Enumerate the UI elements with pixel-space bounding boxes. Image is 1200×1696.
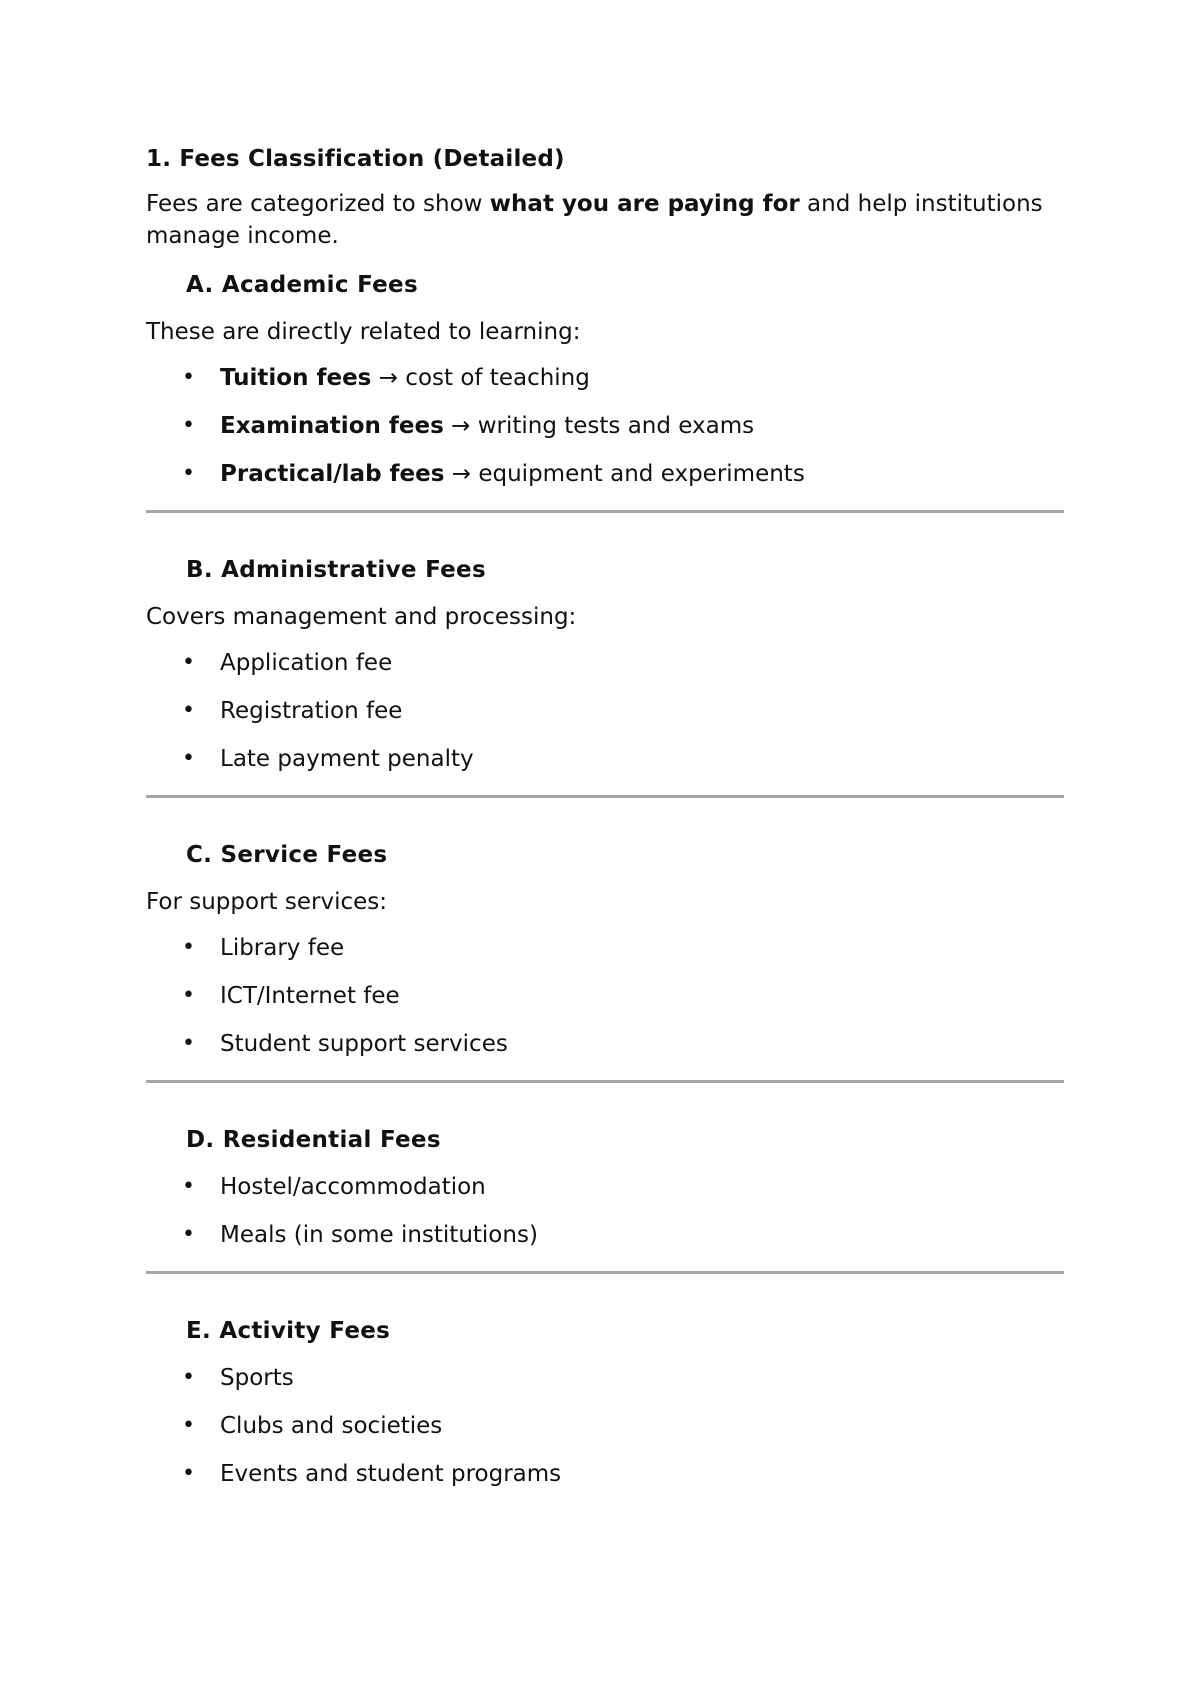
bullet-icon: • xyxy=(182,650,195,675)
list-item xyxy=(146,1458,1064,1490)
section-heading: B. Administrative Fees xyxy=(186,557,486,583)
fee-item-text: Hostel/accommodation xyxy=(220,1174,486,1200)
horizontal-divider xyxy=(146,795,1064,798)
section-heading: D. Residential Fees xyxy=(186,1127,441,1153)
fee-description: cost of teaching xyxy=(405,365,590,391)
list-item xyxy=(146,362,1064,394)
fee-item-text: Registration fee xyxy=(220,698,403,724)
bullet-icon: • xyxy=(182,365,195,390)
arrow-icon: → xyxy=(444,461,479,487)
intro-text-start: Fees are categorized to show xyxy=(146,191,490,217)
list-item xyxy=(146,647,1064,679)
arrow-icon: → xyxy=(371,365,406,391)
fee-list xyxy=(146,647,1064,775)
intro-emphasis: what you are paying for xyxy=(489,191,800,217)
list-item xyxy=(146,1410,1064,1442)
bullet-icon: • xyxy=(182,983,195,1008)
section-heading: C. Service Fees xyxy=(186,842,388,868)
section-heading: A. Academic Fees xyxy=(186,272,418,298)
list-item xyxy=(146,458,1064,490)
section-description: These are directly related to learning: xyxy=(146,319,581,345)
section-description: Covers management and processing: xyxy=(146,604,577,630)
fee-item-text: Events and student programs xyxy=(220,1461,562,1487)
bullet-icon: • xyxy=(182,461,195,486)
fee-term: Tuition fees xyxy=(220,365,372,391)
list-item xyxy=(146,1362,1064,1394)
intro-paragraph xyxy=(146,188,1064,252)
horizontal-divider xyxy=(146,510,1064,513)
fee-list xyxy=(146,1171,1064,1251)
list-item xyxy=(146,743,1064,775)
fee-list xyxy=(146,932,1064,1060)
fee-item-text: Late payment penalty xyxy=(220,746,474,772)
section-heading: E. Activity Fees xyxy=(186,1318,391,1344)
fee-item-text: ICT/Internet fee xyxy=(220,983,400,1009)
list-item xyxy=(146,1171,1064,1203)
bullet-icon: • xyxy=(182,1365,195,1390)
bullet-icon: • xyxy=(182,1413,195,1438)
section-service-fees xyxy=(146,838,1064,1060)
document-title: 1. Fees Classification (Detailed) xyxy=(146,146,565,172)
section-academic-fees xyxy=(146,268,1064,490)
document-page xyxy=(146,142,1064,1506)
fee-description: writing tests and exams xyxy=(477,413,755,439)
list-item xyxy=(146,932,1064,964)
horizontal-divider xyxy=(146,1271,1064,1274)
fee-list xyxy=(146,1362,1064,1490)
fee-description: equipment and experiments xyxy=(478,461,805,487)
fee-item-text: Clubs and societies xyxy=(220,1413,443,1439)
arrow-icon: → xyxy=(443,413,478,439)
bullet-icon: • xyxy=(182,1222,195,1247)
list-item xyxy=(146,410,1064,442)
bullet-icon: • xyxy=(182,935,195,960)
section-activity-fees xyxy=(146,1314,1064,1490)
list-item xyxy=(146,695,1064,727)
fee-item-text: Meals (in some institutions) xyxy=(220,1222,538,1248)
fee-item-text: Student support services xyxy=(220,1031,508,1057)
section-administrative-fees xyxy=(146,553,1064,775)
fee-list xyxy=(146,362,1064,490)
bullet-icon: • xyxy=(182,1174,195,1199)
bullet-icon: • xyxy=(182,746,195,771)
section-residential-fees xyxy=(146,1123,1064,1251)
fee-item-text: Application fee xyxy=(220,650,393,676)
list-item xyxy=(146,1028,1064,1060)
fee-term: Practical/lab fees xyxy=(220,461,445,487)
list-item xyxy=(146,1219,1064,1251)
fee-item-text: Library fee xyxy=(220,935,345,961)
bullet-icon: • xyxy=(182,698,195,723)
intro-text-end: and help institutions manage income. xyxy=(146,191,1043,249)
fee-term: Examination fees xyxy=(220,413,444,439)
bullet-icon: • xyxy=(182,1031,195,1056)
list-item xyxy=(146,980,1064,1012)
bullet-icon: • xyxy=(182,413,195,438)
horizontal-divider xyxy=(146,1080,1064,1083)
bullet-icon: • xyxy=(182,1461,195,1486)
fee-item-text: Sports xyxy=(220,1365,294,1391)
section-description: For support services: xyxy=(146,889,387,915)
